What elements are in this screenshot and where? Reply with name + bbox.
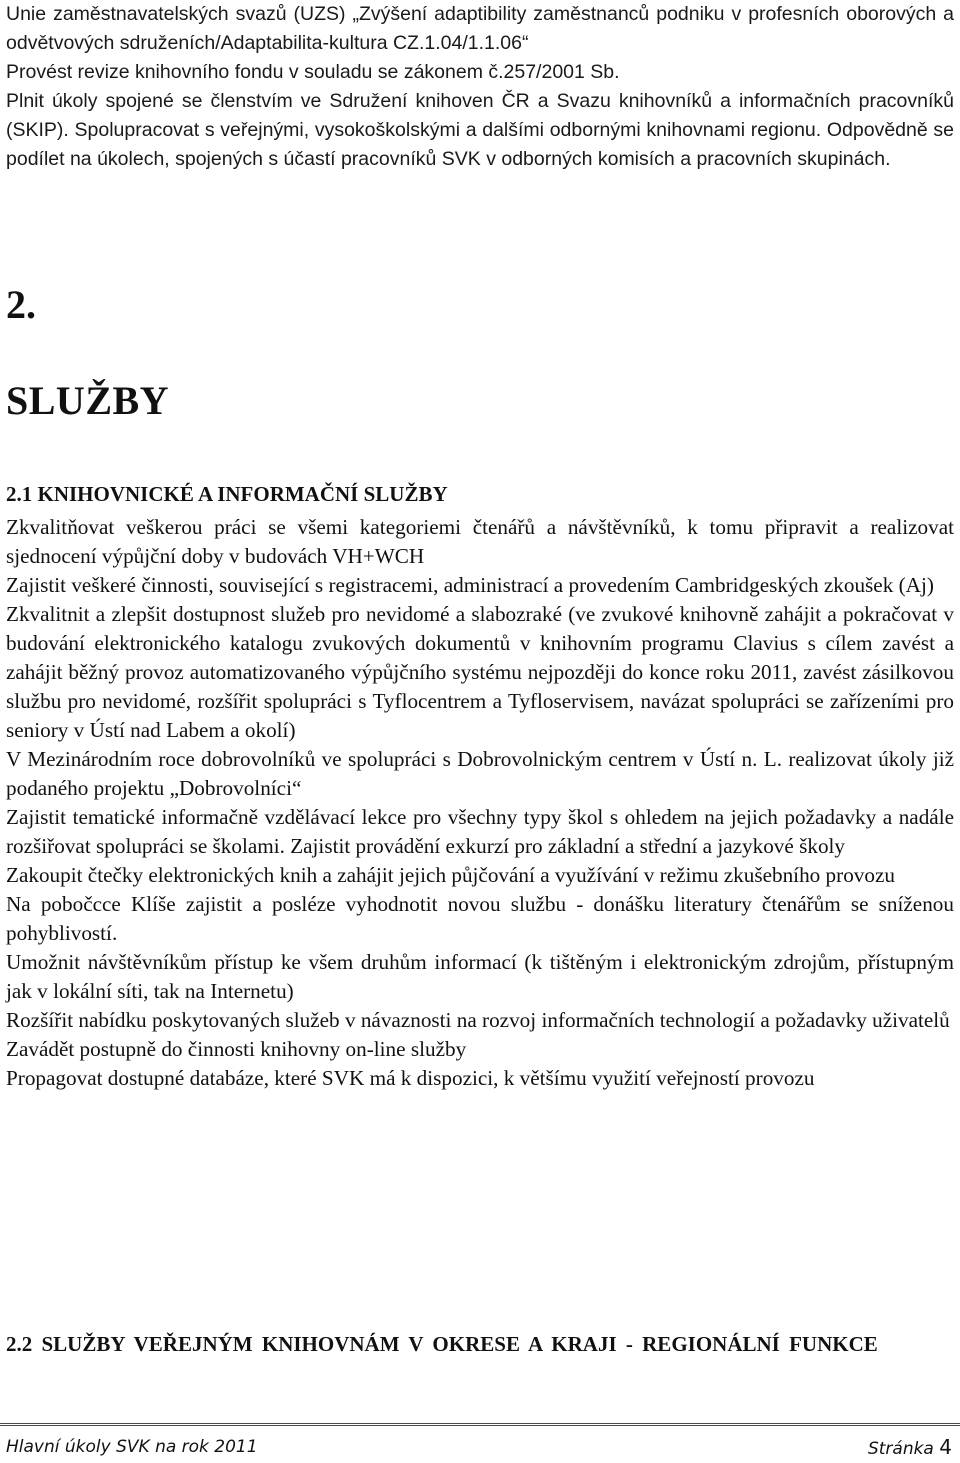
footer-page-label: Stránka <box>867 1439 934 1459</box>
service-paragraph: Zavádět postupně do činnosti knihovny on-line služby <box>6 1037 467 1061</box>
subsection-heading: 2.2 SLUŽBY VEŘEJNÝM KNIHOVNÁM V OKRESE A KRAJI - REGIONÁLNÍ FUNKCE <box>6 1332 878 1356</box>
document-page <box>6 0 954 174</box>
service-paragraph: Zkvalitňovat veškerou práci se všemi kategoriemi čtenářů a návštěvníků, k tomu připravit a realizovat sjednocení výpůjční doby v budovách VH+WCH <box>6 515 954 568</box>
footer-title: Hlavní úkoly SVK na rok 2011 <box>6 1437 258 1457</box>
service-paragraph: Zkvalitnit a zlepšit dostupnost služeb pro nevidomé a slabozraké (ve zvukové knihovně zahájit a pokračovat v budování elektronického katalogu zvukových dokumentů v knihovním programu Clavius s cílem zavést a zahájit běžný provoz automatizovaného výpůjčního systému nejpozději do konce roku 2011, zavést zásilkovou službu pro nevidomé, rozšířit spolupráci s Tyflocentrem a Tyfloservisem, navázat spolupráci se zařízeními pro seniory v Ústí nad Labem a okolí) <box>6 602 954 742</box>
intro-paragraph: Plnit úkoly spojené se členstvím ve Sdružení knihoven ČR a Svazu knihovníků a informačních pracovníků (SKIP). Spolupracovat s veřejnými, vysokoškolskými a dalšími odbornými knihovnami regionu. Odpovědně se podílet na úkolech, spojených s účastí pracovníků SVK v odborných komisích a pracovních skupinách. <box>6 90 954 170</box>
services-list <box>6 513 954 1093</box>
subsection-heading: 2.1 KNIHOVNICKÉ A INFORMAČNÍ SLUŽBY <box>6 482 448 506</box>
section-number: 2. <box>6 282 36 327</box>
service-paragraph: Umožnit návštěvníkům přístup ke všem druhům informací (k tištěným i elektronickým zdrojům, přístupným jak v lokální síti, tak na Internetu) <box>6 950 954 1003</box>
page-number: 4 <box>939 1435 952 1459</box>
service-paragraph: Zakoupit čtečky elektronických knih a zahájit jejich půjčování a využívání v režimu zkušebního provozu <box>6 863 895 887</box>
footer-divider <box>0 1423 960 1426</box>
service-paragraph: Rozšířit nabídku poskytovaných služeb v návaznosti na rozvoj informačních technologií a požadavky uživatelů <box>6 1008 950 1032</box>
service-paragraph: Na pobočcce Klíše zajistit a posléze vyhodnotit novou službu - donášku literatury čtenářům se sníženou pohyblivostí. <box>6 892 954 945</box>
section-title: SLUŽBY <box>6 378 170 423</box>
service-paragraph: Propagovat dostupné databáze, které SVK má k dispozici, k většímu využití veřejností provozu <box>6 1066 815 1090</box>
service-paragraph: Zajistit veškeré činnosti, související s registracemi, administrací a provedením Cambridgeských zkoušek (Aj) <box>6 573 934 597</box>
intro-block <box>6 0 954 174</box>
intro-paragraph: Unie zaměstnavatelských svazů (UZS) „Zvýšení adaptibility zaměstnanců podniku v profesních oborových a odvětvových sdruženích/Adaptabilita-kultura CZ.1.04/1.1.06“ <box>6 3 954 54</box>
intro-paragraph: Provést revize knihovního fondu v souladu se zákonem č.257/2001 Sb. <box>6 61 620 83</box>
footer-page <box>868 1436 952 1460</box>
service-paragraph: V Mezinárodním roce dobrovolníků ve spolupráci s Dobrovolnickým centrem v Ústí n. L. realizovat úkoly již podaného projektu „Dobrovolníci“ <box>6 747 954 800</box>
service-paragraph: Zajistit tematické informačně vzdělávací lekce pro všechny typy škol s ohledem na jejich požadavky a nadále rozšiřovat spolupráci se školami. Zajistit provádění exkurzí pro základní a střední a jazykové školy <box>6 805 954 858</box>
